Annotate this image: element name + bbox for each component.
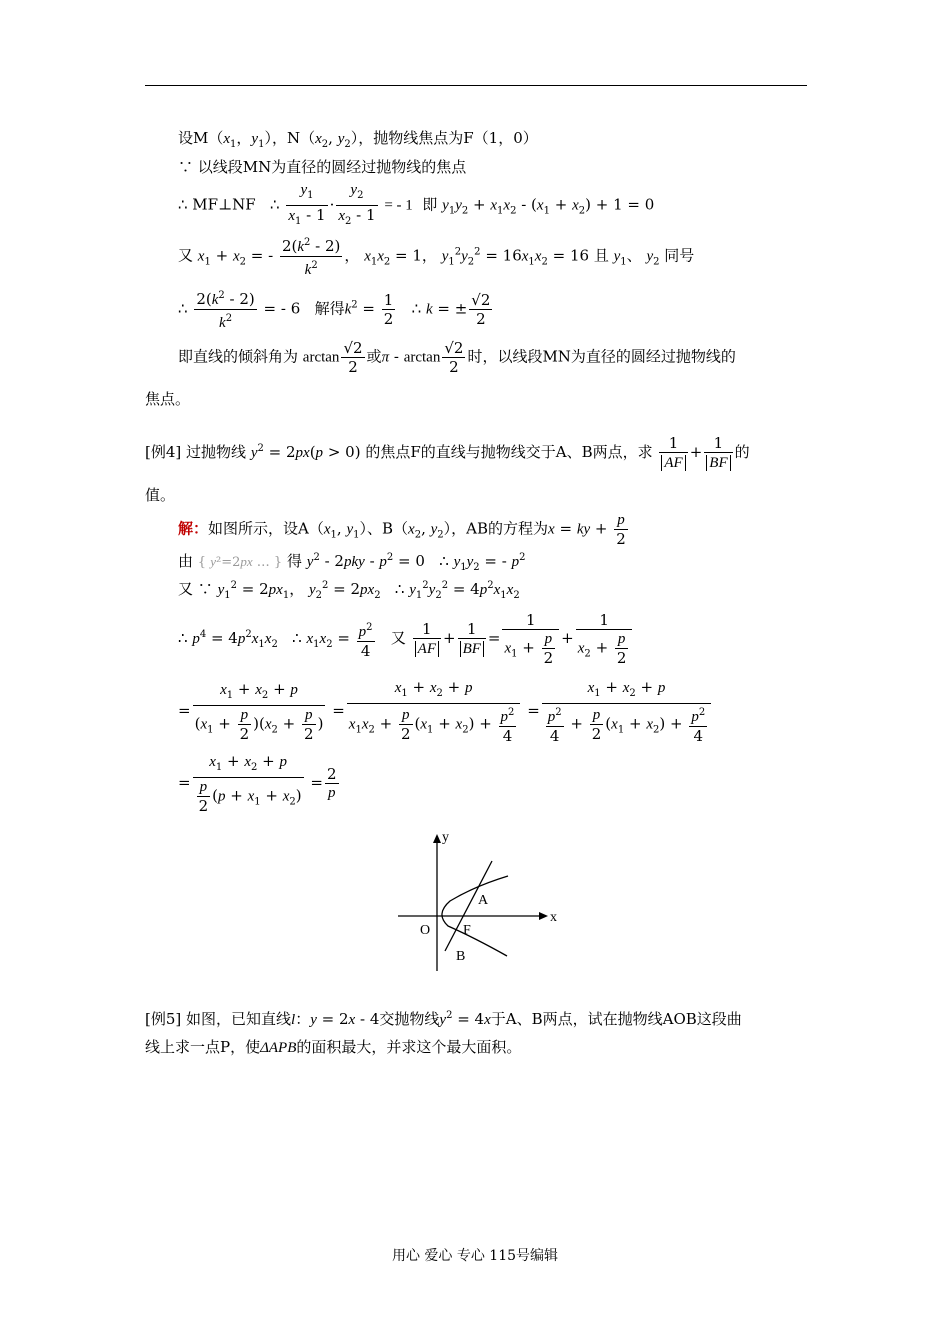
point-b-label: B [456,949,466,964]
line-6-cont: 焦点。 [145,390,191,408]
text: 于A、B两点，试在抛物线AOB这段曲 [490,1010,742,1028]
solution-line: 解：如图所示，设$A(x_1$, $y_1$）、$B(x_2$, $y_2$），AB的方程为x = ky + $\frac{p}{2}$ [178,512,626,548]
x-axis-arrow [539,912,548,920]
text: ）、B（ [359,519,409,538]
header-rule [145,85,807,86]
text: 即直线的倾斜角为 [178,347,299,366]
line-3: ∴ MF⊥NF ∴ $\frac{y_1}{x_1 - 1}$ · $\frac{y_2}{x_2 - 1}$ = - 1 即 $y_1y_2 + x_1x_2 - (x_1 + x_2) + 1 = 0$ [178,182,655,227]
text: 的焦点F的直线与抛物线交于A、B两点，求 [365,443,653,461]
text: ），抛物线焦点为F（1，0） [350,129,538,147]
example-5-cont: 线上求一点P，使ΔAPB的面积最大，并求这个最大面积。 [145,1038,522,1056]
example-5: [例5] 如图，已知直线l：y = 2x - 4交抛物线$y^2 = 4x$于A、B两点，试在抛物线AOB这段曲 [145,1010,742,1028]
point-f-label: F [463,923,471,938]
text: ∴ [270,195,280,214]
text: ∴ [411,299,422,318]
text: 且 [593,246,609,265]
text: 得 [286,552,302,570]
system-line-3: ∴ $p^4 = 4p^2x_1x_2$ ∴ $x_1x_2$ = $\frac{p^2}{4}$ 又 $\frac{1}{AF}$ + $\frac{1}{BF}$ = 1 $x_1$ + $\frac{p}{2}$ + 1 $x_2$ + $\frac{p}{2}$ [178,611,634,667]
y-axis-label: y [442,830,449,845]
text: 同号 [664,246,695,265]
line-2: ∵ 以线段MN为直径的圆经过抛物线的焦点 [178,158,467,176]
line-6: 即直线的倾斜角为 arctan $\frac{√2}{2}$ 或π - arctan $\frac{√2}{2}$ 时，以线段MN为直径的圆经过抛物线的 [178,339,736,376]
text: ∴ [178,299,188,318]
text: 如图所示，设A（ [208,519,324,538]
origin-label: O [420,923,431,938]
text: ∴ [178,629,188,647]
text: 时，以线段MN为直径的圆经过抛物线的 [467,347,736,366]
text: 线上求一点P，使 [145,1038,261,1056]
solution-label: 解： [178,519,209,538]
x-axis-label: x [550,910,557,925]
text: 又 [178,246,194,265]
text: 解得 [314,299,345,318]
text: ∴ MF⊥NF [178,195,256,214]
text: [例5] 如图，已知直线 [145,1010,292,1028]
text: 设M（ [178,129,224,147]
system-line-2: 又 ∵ $y_1^2 = 2px_1$， $y_2^2 = 2px_2$ ∴ $y_1^2y_2^2 = 4p^2x_1x_2$ [178,580,520,601]
text: 即 [422,195,438,214]
text: ∴ [439,552,449,570]
text: ），AB的方程为 [443,519,549,538]
text: 或 [366,347,382,366]
line-4: 又 $x_1 + x_2$ = - $\frac{2(k^2 - 2)}{k^2}$ ， $x_1x_2 = 1$， $y_1^2y_2^2 = 16x_1x_2 = 16$ 且 $y_1$、 $y_2$ 同号 [178,234,694,279]
y-axis-arrow [433,834,441,843]
text: 的 [734,443,750,461]
example-4: [例4] 过抛物线 $y^2 = 2px(p > 0)$ 的焦点F的直线与抛物线交于A、B两点，求 $\frac{1}{AF}$ + $\frac{1}{BF}$ 的 [145,434,750,471]
derivation-line-2: = $x_1 + x_2 + p$ $\frac{p}{2}$ $(p + x_1 + x_2)$ = $\frac{2}{p}$ [178,752,337,815]
derivation-line-1: = $x_1 + x_2 + p$ ($x_1$ + $\frac{p}{2}$ )($x_2$ + $\frac{p}{2}$ ) = $x_1 + x_2 + p$ $x_1x_2$ + $\frac{p}{2}$ $(x_1 + x_2)$ + $\frac{p^2}{4}$ = $x_1 + x_2 + p$ $\frac{p^2}{4}$ + $\frac{p}{2}$ $(x_1 + x_2)$ + $\frac{p^2}{4}$ [178,678,713,745]
text: 又 ∵ [178,580,213,598]
point-a-label: A [478,893,489,908]
text: 由 [178,552,194,570]
text: ∴ [394,580,405,598]
system-line: 由 { y²=2px … } 得 $y^2 - 2pky - p^2 = 0$ ∴ $y_1y_2$ = - $p^2$ [178,552,526,573]
line-1: 设$M(x_1$，$y_1$），$N(x_2$, $y_2$），抛物线焦点为F（1，0） [178,129,538,150]
text: 交抛物线 [379,1010,440,1028]
line-5: ∴ $\frac{2(k^2 - 2)}{k^2}$ = - 6 解得$k^2$ = $\frac{1}{2}$ ∴ k = ± $\frac{√2}{2}$ [178,287,494,332]
text: ∴ [292,629,302,647]
text: 又 [390,629,406,647]
parabola-figure [390,826,560,976]
text: [例4] 过抛物线 [145,443,247,461]
text: 的面积最大，并求这个最大面积。 [296,1038,522,1056]
text: ），N（ [264,129,316,147]
page-footer: 用心 爱心 专心 115号编辑 [391,1248,559,1264]
example-4-cont: 值。 [145,486,176,504]
